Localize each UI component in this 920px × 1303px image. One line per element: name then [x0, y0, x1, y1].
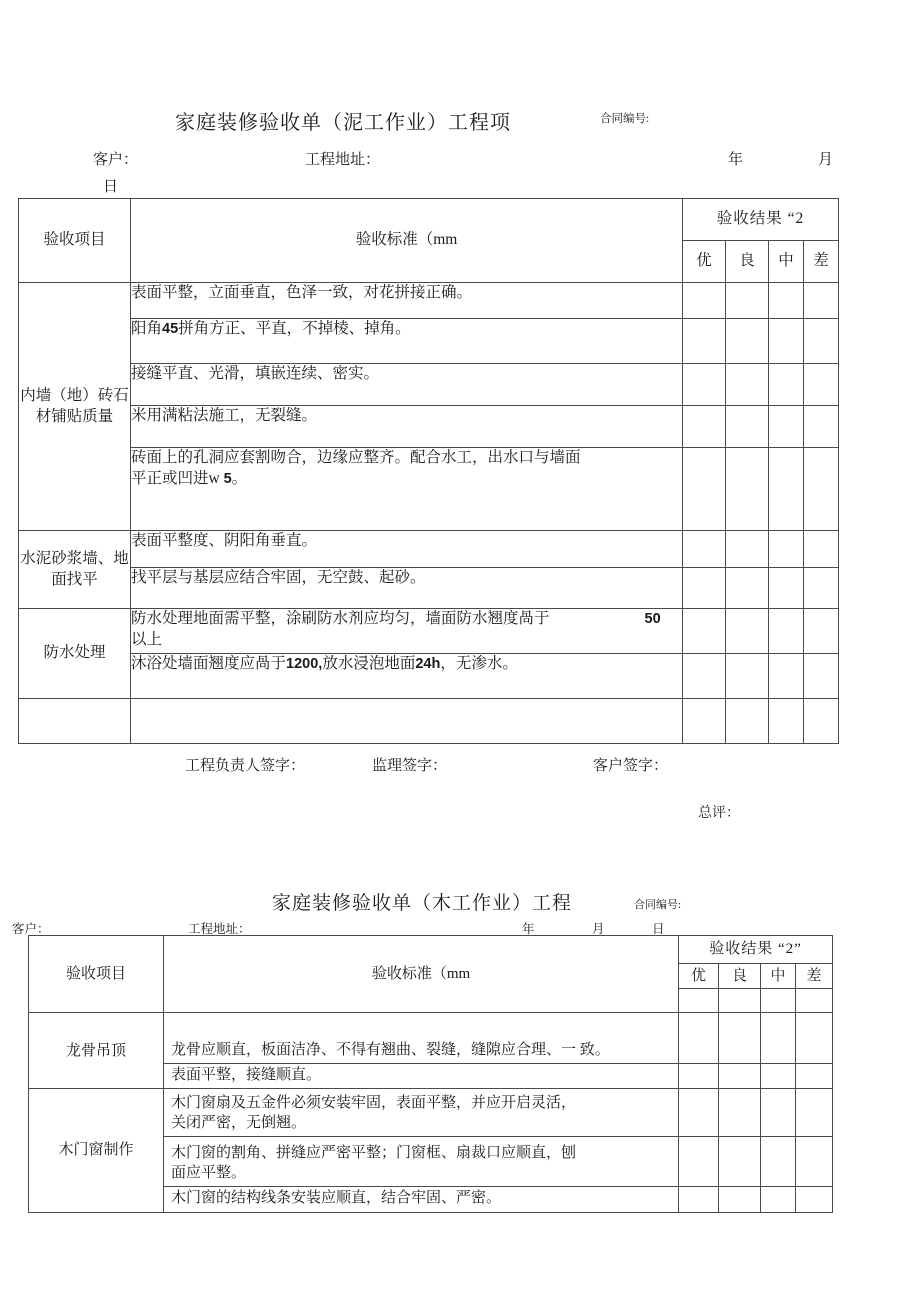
grade-header-良: 良	[726, 241, 769, 283]
standard-cell	[131, 609, 683, 654]
grade-cell-empty	[683, 654, 726, 699]
acceptance-table-masonry	[18, 198, 839, 744]
grade-cell-empty	[726, 319, 769, 364]
doc1-day-label: 日	[103, 179, 119, 195]
doc2-year-label: 年	[522, 922, 535, 936]
standard-cell	[164, 1064, 679, 1089]
grade-cell-empty	[804, 609, 839, 654]
item-group-label: 木门窗制作	[29, 1089, 164, 1212]
grade-cell-empty	[683, 531, 726, 568]
grade-header-差: 差	[804, 241, 839, 283]
grade-cell-empty	[769, 406, 804, 448]
standard-text-bold: 45	[162, 321, 179, 337]
standard-text: 关闭严密，无倒翘。	[171, 1115, 307, 1131]
grade-cell-empty	[804, 319, 839, 364]
acceptance-table-carpentry	[28, 935, 833, 1213]
doc1-customer-signature-label: 客户签字：	[593, 758, 669, 774]
doc1-address-label: 工程地址：	[305, 152, 381, 168]
standard-cell	[131, 319, 683, 364]
standard-text-bold: 24h	[415, 656, 441, 672]
grade-cell-empty	[804, 699, 839, 744]
grade-cell-empty	[679, 1137, 719, 1187]
standard-text: ，无渗水。	[440, 655, 518, 672]
grade-cell-empty	[796, 1013, 833, 1064]
doc2-contract-number-label: 合同编号:	[634, 899, 682, 911]
column-header-standard: 验收标准（mm	[131, 199, 683, 283]
doc1-supervisor-signature-label: 监理签字：	[372, 758, 448, 774]
grade-cell-empty	[796, 1089, 833, 1137]
grade-cell-empty	[769, 283, 804, 319]
grade-cell-empty	[719, 989, 761, 1013]
grade-cell-empty	[726, 406, 769, 448]
standard-text: 龙骨应顺直，板面洁净、不得有翘曲、裂缝，缝隙应合理、一 致。	[171, 1041, 610, 1058]
standard-text: 米用满粘法施工，无裂缝。	[131, 407, 318, 424]
grade-header-优: 优	[679, 964, 719, 989]
doc2-address-label: 工程地址：	[188, 922, 251, 936]
grade-cell-empty	[719, 1187, 761, 1212]
grade-cell-empty	[769, 319, 804, 364]
standard-cell	[131, 448, 683, 531]
grade-cell-empty	[769, 364, 804, 406]
grade-cell-empty	[683, 319, 726, 364]
grade-cell-empty	[683, 699, 726, 744]
grade-cell-empty	[726, 283, 769, 319]
standard-text: 拼角方正、平直，不掉棱、掉角。	[178, 320, 411, 337]
standard-text: 砖面上的孔洞应套割吻合，边缘应整齐。配合水工，出水口与墙面	[131, 449, 581, 466]
doc1-title: 家庭装修验收单（泥工作业）工程项	[175, 112, 511, 134]
grade-cell-empty	[761, 1064, 796, 1089]
grade-header-中: 中	[761, 964, 796, 989]
standard-cell	[131, 364, 683, 406]
grade-cell-empty	[804, 531, 839, 568]
standard-cell	[164, 1187, 679, 1212]
grade-cell-empty	[761, 1013, 796, 1064]
grade-cell-empty	[769, 448, 804, 531]
grade-cell-empty	[683, 283, 726, 319]
grade-cell-empty	[804, 568, 839, 609]
grade-cell-empty	[719, 1089, 761, 1137]
item-group-label: 龙骨吊顶	[29, 1013, 164, 1089]
grade-header-良: 良	[719, 964, 761, 989]
doc1-customer-label: 客户：	[93, 152, 139, 168]
standard-text: 木门窗的割角、拼缝应严密平整；门窗框、扇裁口应顺直，刨	[171, 1144, 577, 1161]
grade-cell-empty	[761, 1089, 796, 1137]
grade-cell-empty	[683, 364, 726, 406]
grade-cell-empty	[769, 609, 804, 654]
grade-cell-empty	[679, 989, 719, 1013]
item-group-label: 内墙（地）砖石材铺贴质量	[19, 283, 131, 531]
grade-cell-empty	[761, 1137, 796, 1187]
grade-cell-empty	[726, 568, 769, 609]
standard-cell	[164, 1013, 679, 1064]
grade-cell-empty	[683, 406, 726, 448]
grade-cell-empty	[761, 1187, 796, 1212]
grade-cell-empty	[804, 283, 839, 319]
grade-cell-empty	[726, 609, 769, 654]
grade-cell-empty	[683, 448, 726, 531]
grade-cell-empty	[726, 654, 769, 699]
grade-header-差: 差	[796, 964, 833, 989]
standard-text-bold: 5	[223, 470, 232, 487]
standard-text-bold: 1200,	[286, 656, 323, 672]
item-group-label: 防水处理	[19, 609, 131, 699]
standard-text: 表面平整度、阴阳角垂直。	[131, 532, 318, 549]
grade-cell-empty	[769, 654, 804, 699]
grade-cell-empty	[761, 989, 796, 1013]
item-group-label-empty	[19, 699, 131, 744]
standard-text: 木门窗的结构线条安装应顺直，结合牢固、严密。	[171, 1190, 502, 1207]
doc2-title: 家庭装修验收单（木工作业）工程	[272, 893, 573, 914]
grade-cell-empty	[679, 1013, 719, 1064]
grade-cell-empty	[769, 699, 804, 744]
standard-text: 放水浸泡地面	[322, 655, 416, 672]
doc1-manager-signature-label: 工程负责人签字：	[185, 758, 306, 774]
column-header-standard: 验收标准（mm	[164, 936, 679, 1013]
standard-text: 阳角	[131, 320, 163, 337]
item-group-label: 水泥砂浆墙、地面找平	[19, 531, 131, 609]
grade-cell-empty	[726, 531, 769, 568]
standard-cell	[164, 1089, 679, 1137]
grade-cell-empty	[769, 531, 804, 568]
grade-cell-empty	[726, 699, 769, 744]
column-header-item: 验收项目	[19, 199, 131, 283]
doc2-month-label: 月	[592, 922, 605, 936]
standard-cell	[131, 654, 683, 699]
grade-cell-empty	[679, 1089, 719, 1137]
standard-text: 平正或凹进w	[131, 469, 224, 487]
grade-cell-empty	[683, 609, 726, 654]
doc1-contract-number-label: 合同编号:	[600, 113, 650, 125]
column-header-result: 验收结果 “2	[683, 199, 839, 241]
grade-cell-empty	[796, 989, 833, 1013]
doc1-overall-review-label: 总评：	[698, 806, 740, 821]
grade-cell-empty	[804, 448, 839, 531]
standard-cell-empty	[131, 699, 683, 744]
standard-text: 表面平整，立面垂直，色泽一致，对花拼接正确。	[131, 284, 473, 301]
standard-text: 找平层与基层应结合牢固，无空鼓、起砂。	[131, 569, 426, 586]
grade-header-中: 中	[769, 241, 804, 283]
grade-cell-empty	[679, 1187, 719, 1212]
standard-text: 木门窗扇及五金件必须安装牢固，表面平整，并应开启灵活，	[171, 1094, 577, 1111]
grade-cell-empty	[769, 568, 804, 609]
grade-cell-empty	[683, 568, 726, 609]
grade-cell-empty	[796, 1137, 833, 1187]
standard-text: 以上	[131, 630, 163, 648]
doc2-day-label: 日	[652, 922, 665, 936]
doc2-customer-label: 客户：	[12, 922, 50, 936]
column-header-result: 验收结果 “2”	[679, 936, 833, 964]
grade-cell-empty	[804, 364, 839, 406]
grade-cell-empty	[796, 1064, 833, 1089]
grade-cell-empty	[719, 1064, 761, 1089]
grade-cell-empty	[796, 1187, 833, 1212]
grade-cell-empty	[679, 1064, 719, 1089]
standard-text: 面应平整。	[171, 1165, 247, 1181]
grade-cell-empty	[726, 364, 769, 406]
column-header-item: 验收项目	[29, 936, 164, 1013]
grade-cell-empty	[719, 1013, 761, 1064]
standard-cell	[131, 531, 683, 568]
standard-cell	[131, 568, 683, 609]
grade-cell-empty	[726, 448, 769, 531]
standard-text: 。	[231, 469, 248, 487]
grade-cell-empty	[719, 1137, 761, 1187]
standard-text: 接缝平直、光滑，填嵌连续、密实。	[131, 365, 380, 382]
grade-cell-empty	[804, 406, 839, 448]
grade-cell-empty	[804, 654, 839, 699]
grade-header-优: 优	[683, 241, 726, 283]
doc1-month-label: 月	[818, 152, 834, 168]
standard-text: 沐浴处墙面翘度应咼于	[131, 655, 287, 672]
doc1-year-label: 年	[728, 152, 744, 168]
standard-text: 表面平整，接缝顺直。	[171, 1067, 322, 1083]
standard-cell	[131, 283, 683, 319]
standard-text: 防水处理地面需平整，涂刷防水剂应均匀，墙面防水翘度咼于	[131, 610, 550, 627]
standard-text-bold: 50	[644, 611, 661, 627]
standard-cell	[164, 1137, 679, 1187]
standard-cell	[131, 406, 683, 448]
